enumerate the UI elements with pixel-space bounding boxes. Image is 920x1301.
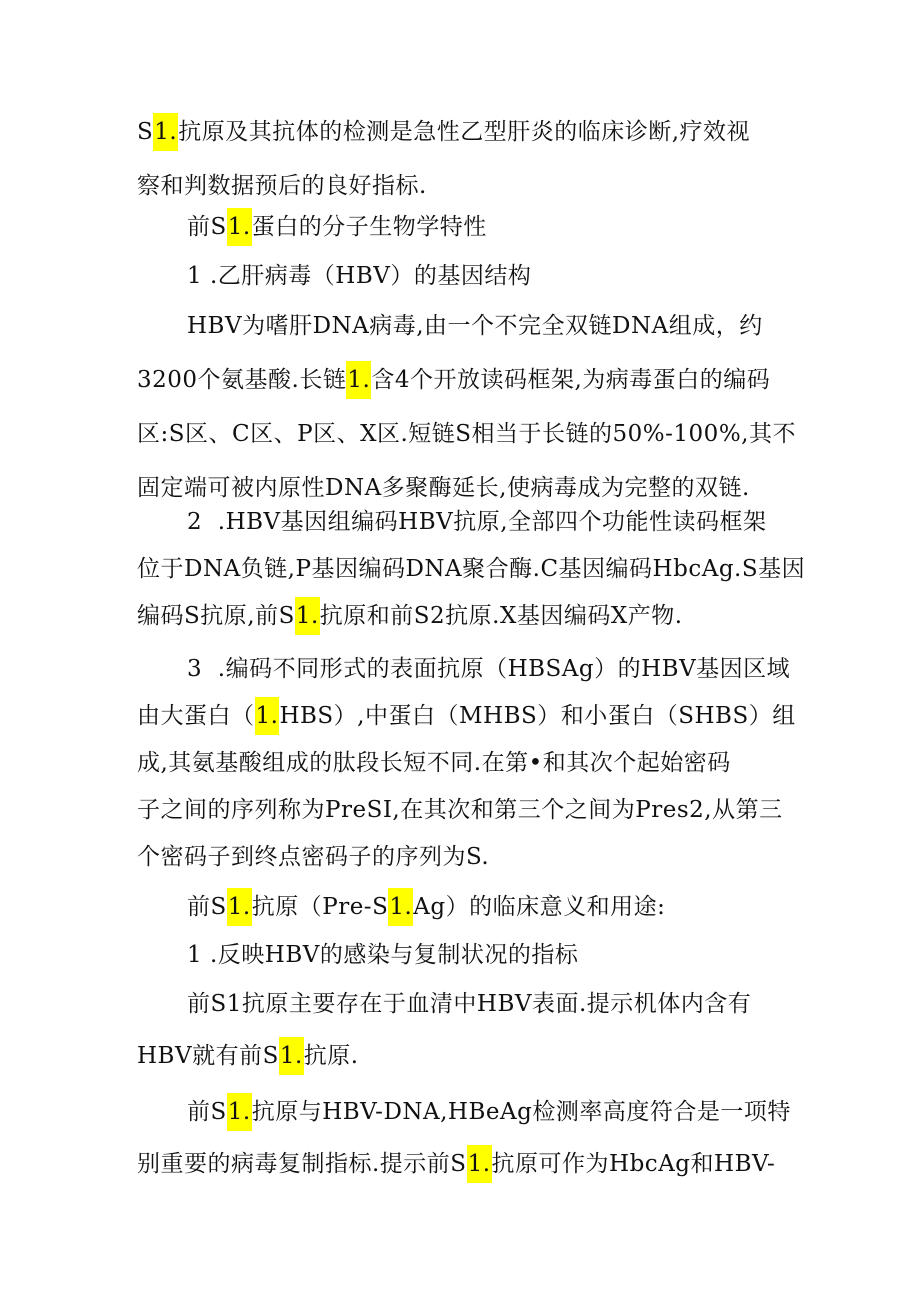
- text-run: 抗原.: [303, 1043, 359, 1069]
- text-run: 成,其氨基酸组成的肽段长短不同.在第•和其次个起始密码: [137, 750, 731, 776]
- paragraph: [0, 313, 920, 501]
- text-run: 区:S区、C区、P区、X区.短链S相当于长链的50%-100%,其不: [137, 421, 796, 447]
- text-run: 抗原（Pre-S: [251, 894, 389, 920]
- text-line: [0, 603, 920, 629]
- text-run: Ag）的临床意义和用途:: [413, 894, 666, 920]
- text-line: [0, 942, 920, 968]
- paragraph: [0, 509, 920, 629]
- paragraph: [0, 263, 920, 289]
- text-line: [0, 894, 920, 920]
- text-line: [0, 509, 920, 556]
- highlighted-text: 1.: [295, 597, 320, 635]
- text-run: 个密码子到终点密码子的序列为S.: [137, 844, 490, 870]
- text-line: [0, 656, 920, 703]
- text-line: [0, 421, 920, 475]
- text-run: S: [137, 119, 154, 145]
- text-run: 编码S抗原,前S: [137, 603, 295, 629]
- text-run: 抗原及其抗体的检测是急性乙型肝炎的临床诊断,疗效视: [178, 119, 751, 145]
- highlighted-text: 1.: [227, 1093, 252, 1131]
- text-line: [0, 119, 920, 173]
- text-run: 抗原与HBV-DNA,HBeAg检测率高度符合是一项特: [251, 1099, 791, 1125]
- text-line: [0, 750, 920, 797]
- text-run: HBS）,中蛋白（MHBS）和小蛋白（SHBS）组: [279, 703, 796, 729]
- text-run: 抗原和前S2抗原.X基因编码X产物.: [319, 603, 683, 629]
- highlighted-text: 1.: [467, 1145, 492, 1183]
- text-line: [0, 556, 920, 603]
- text-line: [0, 475, 920, 501]
- text-line: [0, 1099, 920, 1151]
- highlighted-text: 1.: [153, 113, 178, 151]
- text-line: [0, 367, 920, 421]
- paragraph: [0, 214, 920, 240]
- text-line: [0, 991, 920, 1043]
- text-line: [0, 844, 920, 870]
- text-run: 前S: [187, 1099, 227, 1125]
- text-run: 2 .HBV基因组编码HBV抗原,全部四个功能性读码框架: [187, 509, 767, 535]
- highlighted-text: 1.: [346, 361, 371, 399]
- text-run: 位于DNA负链,P基因编码DNA聚合酶.C基因编码HbcAg.S基因: [137, 556, 806, 582]
- text-line: [0, 703, 920, 750]
- text-run: HBV为嗜肝DNA病毒,由一个不完全双链DNA组成，约: [187, 313, 763, 339]
- text-line: [0, 173, 920, 199]
- highlighted-text: 1.: [388, 888, 413, 926]
- text-run: 3 .编码不同形式的表面抗原（HBSAg）的HBV基因区域: [187, 656, 791, 682]
- text-run: 察和判数据预后的良好指标.: [137, 173, 427, 199]
- text-run: 1 .乙肝病毒（HBV）的基因结构: [187, 263, 532, 289]
- text-run: 固定端可被内原性DNA多聚酶延长,使病毒成为完整的双链.: [137, 475, 750, 501]
- text-run: 含4个开放读码框架,为病毒蛋白的编码: [371, 367, 771, 393]
- paragraph: [0, 942, 920, 968]
- text-run: 前S: [187, 214, 227, 240]
- text-run: 由大蛋白（: [137, 703, 255, 729]
- text-run: 1 .反映HBV的感染与复制状况的指标: [187, 942, 579, 968]
- text-run: 前S1抗原主要存在于血清中HBV表面.提示机体内含有: [187, 991, 752, 1017]
- text-run: 别重要的病毒复制指标.提示前S: [137, 1151, 467, 1177]
- highlighted-text: 1.: [227, 208, 252, 246]
- text-run: 前S: [187, 894, 227, 920]
- text-line: [0, 1151, 920, 1177]
- paragraph: [0, 894, 920, 920]
- text-line: [0, 797, 920, 844]
- paragraph: [0, 656, 920, 870]
- text-line: [0, 313, 920, 367]
- text-line: [0, 263, 920, 289]
- text-run: 蛋白的分子生物学特性: [251, 214, 487, 240]
- text-run: 抗原可作为HbcAg和HBV-: [491, 1151, 776, 1177]
- paragraph: [0, 119, 920, 199]
- highlighted-text: 1.: [227, 888, 252, 926]
- highlighted-text: 1.: [279, 1037, 304, 1075]
- text-run: 子之间的序列称为PreSI,在其次和第三个之间为Pres2,从第三: [137, 797, 783, 823]
- paragraph: [0, 1099, 920, 1177]
- text-run: HBV就有前S: [137, 1043, 279, 1069]
- paragraph: [0, 991, 920, 1069]
- text-line: [0, 214, 920, 240]
- text-line: [0, 1043, 920, 1069]
- highlighted-text: 1.: [255, 697, 280, 735]
- text-run: 3200个氨基酸.长链: [137, 367, 347, 393]
